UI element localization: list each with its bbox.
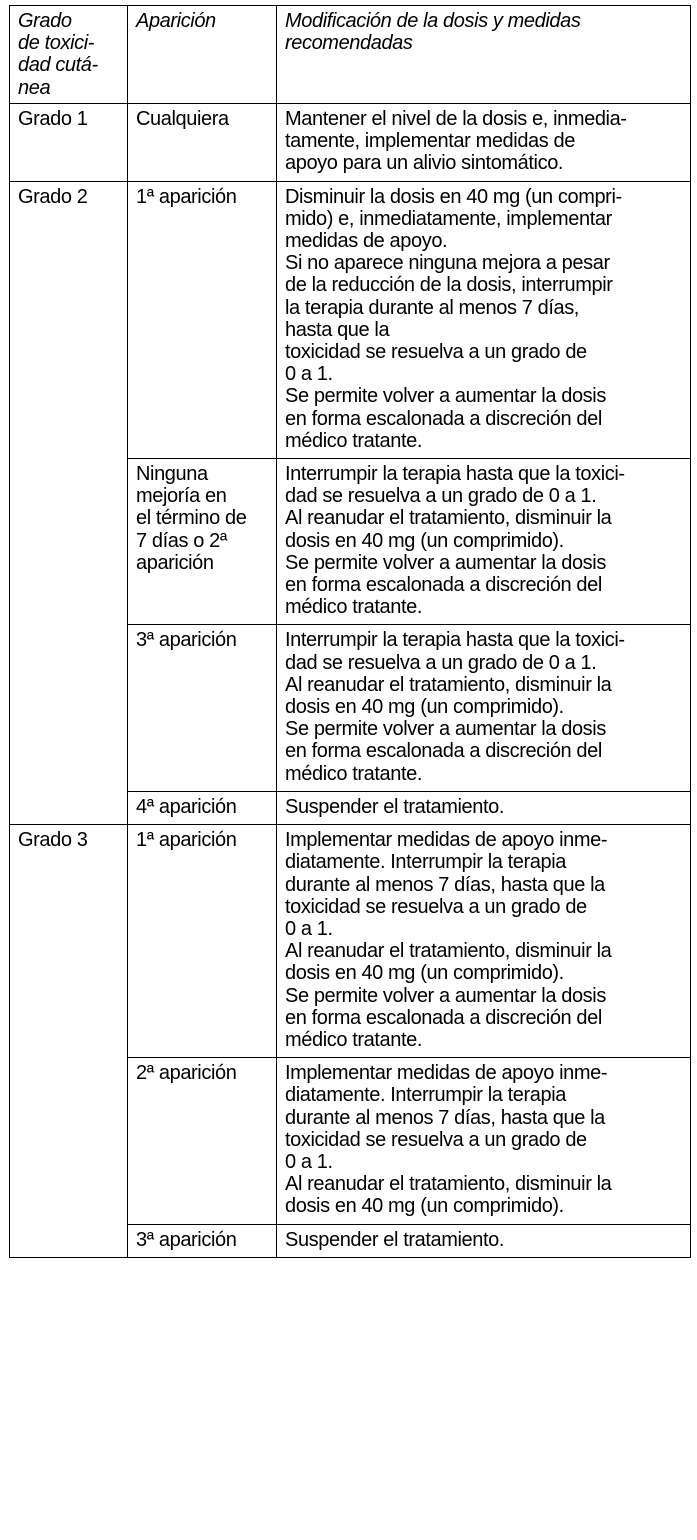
modification-line: Disminuir la dosis en 40 mg (un compri- bbox=[285, 185, 622, 208]
modification-cell bbox=[277, 791, 691, 824]
header-occurrence bbox=[128, 6, 277, 104]
occurrence-cell bbox=[128, 791, 277, 824]
table-row bbox=[10, 104, 691, 182]
modification-line: Al reanudar el tratamiento, disminuir la bbox=[285, 1173, 612, 1196]
header-occurrence-line: Aparición bbox=[136, 10, 216, 32]
modification-line: tamente, implementar medidas de bbox=[285, 130, 575, 153]
occurrence-line: 3ª aparición bbox=[136, 629, 237, 652]
modification-cell bbox=[277, 1224, 691, 1257]
occurrence-line: aparición bbox=[136, 551, 214, 574]
occurrence-cell bbox=[128, 1058, 277, 1224]
modification-line: Se permite volver a aumentar la dosis bbox=[285, 385, 606, 408]
modification-line: 0 a 1. bbox=[285, 363, 333, 386]
modification-line: durante al menos 7 días, hasta que la bbox=[285, 1106, 605, 1129]
modification-cell bbox=[277, 104, 691, 182]
modification-cell bbox=[277, 459, 691, 625]
header-grade-line: Grado bbox=[18, 10, 72, 32]
modification-line: Interrumpir la terapia hasta que la toxici- bbox=[285, 463, 625, 486]
modification-line: toxicidad se resuelva a un grado de bbox=[285, 341, 587, 364]
occurrence-line: Cualquiera bbox=[136, 108, 229, 130]
modification-line: dad se resuelva a un grado de 0 a 1. bbox=[285, 651, 597, 674]
grade-cell bbox=[10, 825, 128, 1258]
modification-line: toxicidad se resuelva a un grado de bbox=[285, 1128, 587, 1151]
modification-line: en forma escalonada a discreción del bbox=[285, 574, 602, 597]
modification-cell bbox=[277, 181, 691, 458]
modification-line: dosis en 40 mg (un comprimido). bbox=[285, 696, 564, 719]
modification-line: dosis en 40 mg (un comprimido). bbox=[285, 962, 564, 985]
occurrence-line: mejoría en bbox=[136, 485, 227, 508]
modification-cell bbox=[277, 1058, 691, 1224]
occurrence-line: 1ª aparición bbox=[136, 829, 237, 852]
modification-line: Implementar medidas de apoyo inme- bbox=[285, 829, 608, 852]
modification-line: Interrumpir la terapia hasta que la toxici- bbox=[285, 629, 625, 652]
modification-line: mido) e, inmediatamente, implementar bbox=[285, 207, 612, 230]
modification-line: Mantener el nivel de la dosis e, inmedia- bbox=[285, 108, 627, 130]
modification-cell bbox=[277, 625, 691, 791]
modification-line: Implementar medidas de apoyo inme- bbox=[285, 1062, 608, 1085]
modification-line: en forma escalonada a discreción del bbox=[285, 1006, 602, 1029]
occurrence-line: 4ª aparición bbox=[136, 795, 237, 818]
modification-line: médico tratante. bbox=[285, 429, 423, 452]
modification-line: diatamente. Interrumpir la terapia bbox=[285, 1084, 566, 1107]
modification-line: médico tratante. bbox=[285, 762, 423, 785]
modification-line: en forma escalonada a discreción del bbox=[285, 407, 602, 430]
modification-line: dad se resuelva a un grado de 0 a 1. bbox=[285, 485, 597, 508]
header-grade-line: dad cutá- bbox=[18, 54, 98, 77]
occurrence-line: Ninguna bbox=[136, 463, 208, 486]
table-row bbox=[10, 181, 691, 458]
grade-label: Grado 1 bbox=[18, 108, 88, 130]
modification-line: Se permite volver a aumentar la dosis bbox=[285, 984, 606, 1007]
header-grade-line: de toxici- bbox=[18, 32, 95, 55]
modification-line: Se permite volver a aumentar la dosis bbox=[285, 718, 606, 741]
occurrence-cell bbox=[128, 181, 277, 458]
header-modification bbox=[277, 6, 691, 104]
modification-line: medidas de apoyo. bbox=[285, 230, 448, 253]
grade-label: Grado 3 bbox=[18, 829, 88, 852]
modification-line: 0 a 1. bbox=[285, 917, 333, 940]
modification-line: toxicidad se resuelva a un grado de bbox=[285, 895, 587, 918]
modification-line: 0 a 1. bbox=[285, 1150, 333, 1173]
occurrence-line: 3ª aparición bbox=[136, 1228, 237, 1251]
modification-line: Suspender el tratamiento. bbox=[285, 1228, 505, 1251]
modification-line: dosis en 40 mg (un comprimido). bbox=[285, 1195, 564, 1218]
modification-line: Al reanudar el tratamiento, disminuir la bbox=[285, 507, 612, 530]
modification-line: diatamente. Interrumpir la terapia bbox=[285, 851, 566, 874]
header-grade bbox=[10, 6, 128, 104]
occurrence-cell bbox=[128, 625, 277, 791]
table-row bbox=[10, 825, 691, 1058]
modification-line: la terapia durante al menos 7 días, bbox=[285, 296, 579, 319]
modification-line: Si no aparece ninguna mejora a pesar bbox=[285, 252, 610, 275]
modification-line: médico tratante. bbox=[285, 596, 423, 619]
grade-cell bbox=[10, 181, 128, 824]
modification-line: Se permite volver a aumentar la dosis bbox=[285, 551, 606, 574]
modification-line: hasta que la bbox=[285, 318, 390, 341]
occurrence-cell bbox=[128, 459, 277, 625]
modification-line: Al reanudar el tratamiento, disminuir la bbox=[285, 673, 612, 696]
modification-line: dosis en 40 mg (un comprimido). bbox=[285, 529, 564, 552]
header-modification-line: Modificación de la dosis y medidas bbox=[285, 10, 581, 32]
occurrence-cell bbox=[128, 825, 277, 1058]
modification-cell bbox=[277, 825, 691, 1058]
modification-line: de la reducción de la dosis, interrumpir bbox=[285, 274, 613, 297]
modification-line: en forma escalonada a discreción del bbox=[285, 740, 602, 763]
occurrence-cell bbox=[128, 1224, 277, 1257]
modification-line: Al reanudar el tratamiento, disminuir la bbox=[285, 940, 612, 963]
modification-line: apoyo para un alivio sintomático. bbox=[285, 152, 564, 175]
header-modification-line: recomendadas bbox=[285, 32, 413, 55]
occurrence-line: 1ª aparición bbox=[136, 185, 237, 208]
grade-cell bbox=[10, 104, 128, 182]
header-grade-line: nea bbox=[18, 76, 51, 99]
modification-line: durante al menos 7 días, hasta que la bbox=[285, 873, 605, 896]
occurrence-line: el término de bbox=[136, 507, 247, 530]
occurrence-line: 2ª aparición bbox=[136, 1062, 237, 1085]
dose-modification-table bbox=[9, 5, 691, 1258]
grade-label: Grado 2 bbox=[18, 185, 88, 208]
header-row bbox=[10, 6, 691, 104]
modification-line: Suspender el tratamiento. bbox=[285, 795, 505, 818]
occurrence-line: 7 días o 2ª bbox=[136, 529, 227, 552]
occurrence-cell bbox=[128, 104, 277, 182]
modification-line: médico tratante. bbox=[285, 1028, 423, 1051]
